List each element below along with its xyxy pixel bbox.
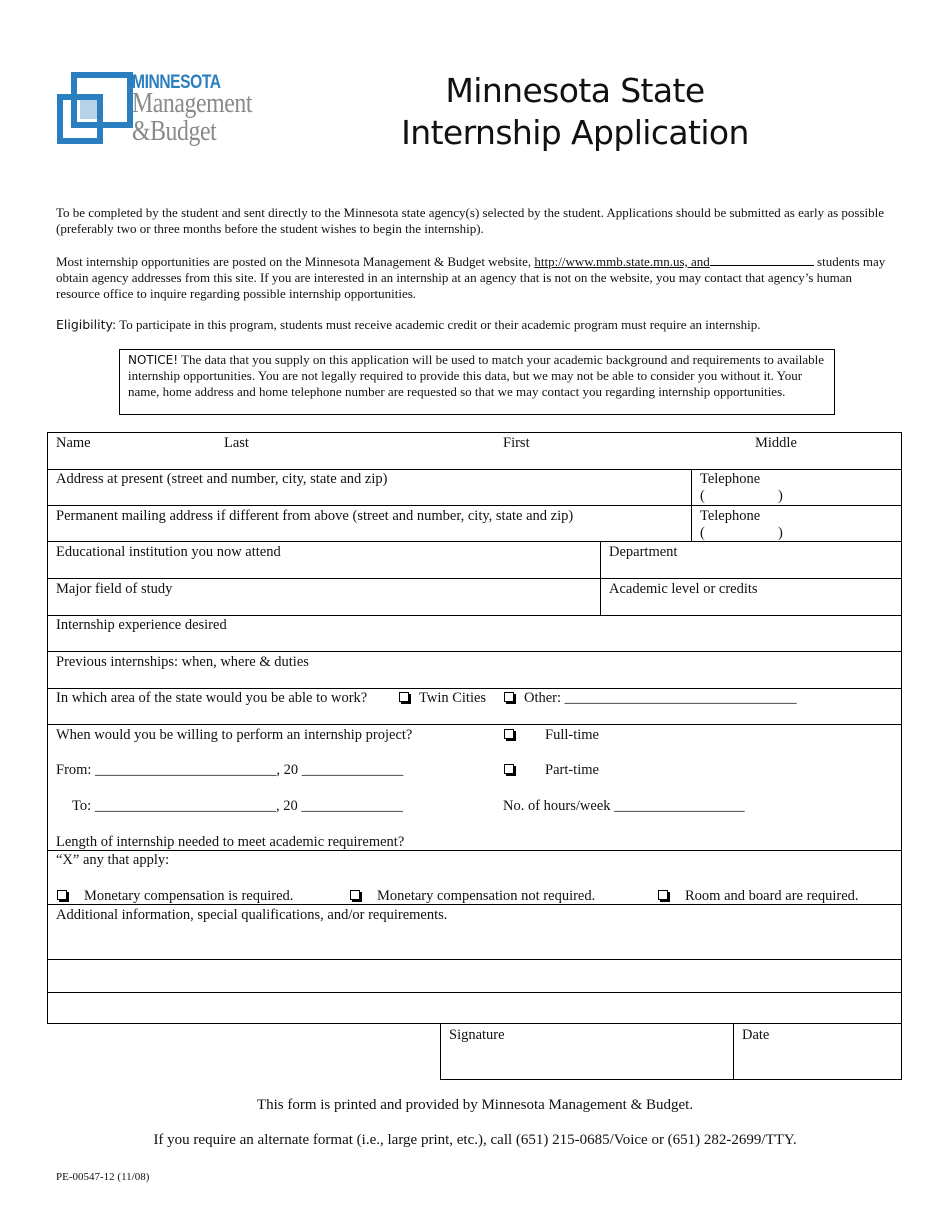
last-name-label: Last xyxy=(224,435,249,451)
telephone-field[interactable] xyxy=(708,488,898,504)
length-question: Length of internship needed to meet academic requirement? xyxy=(56,834,405,850)
logo xyxy=(56,70,276,155)
notice-label: NOTICE! xyxy=(128,353,179,367)
form-id: PE-00547-12 (11/08) xyxy=(56,1171,150,1183)
middle-name-label: Middle xyxy=(755,435,797,451)
from-date-field[interactable]: From: _________________________, 20 ______________ xyxy=(56,762,404,778)
phone-area-open-2: ( xyxy=(700,525,705,541)
logo-line1: MINNESOTA xyxy=(132,72,221,93)
comp-required-label: Monetary compensation is required. xyxy=(84,888,294,904)
title-line2: Internship Application xyxy=(401,113,749,152)
intro-paragraph-1: To be completed by the student and sent directly to the Minnesota state agency(s) selected by the student. Applications should be submitted as early as possible (preferably two or three months before the student wishes to begin the internship). xyxy=(56,205,885,236)
room-board-checkbox[interactable] xyxy=(658,890,668,900)
previous-internships-label: Previous internships: when, where & duties xyxy=(56,654,309,670)
first-name-label: First xyxy=(503,435,530,451)
address-permanent-label: Permanent mailing address if different from above (street and number, city, state and zip) xyxy=(56,508,574,524)
area-question: In which area of the state would you be able to work? xyxy=(56,690,368,706)
address-present-field[interactable] xyxy=(48,488,688,504)
experience-label: Internship experience desired xyxy=(56,617,227,633)
eligibility xyxy=(56,317,916,333)
department-label: Department xyxy=(609,544,678,560)
logo-line2: Management xyxy=(132,87,253,119)
to-date-field[interactable]: To: _________________________, 20 ______________ xyxy=(72,798,403,814)
comp-not-required-checkbox[interactable] xyxy=(350,890,360,900)
phone-area-close: ) xyxy=(778,488,783,504)
additional-info-field[interactable] xyxy=(48,925,900,957)
intro-paragraph-2-end: students may obtain agency addresses from this site. If you are interested in an internship at an agency that is not on the website, you may contact that agency’s human resource office to inquire regarding possible internship opportunities. xyxy=(56,254,886,301)
footer-provided-by: This form is printed and provided by Minnesota Management & Budget. xyxy=(256,1097,694,1113)
additional-info-line-3[interactable] xyxy=(48,994,900,1023)
date-field[interactable] xyxy=(735,1044,900,1078)
twin-cities-checkbox[interactable] xyxy=(399,692,409,702)
signature-field[interactable] xyxy=(441,1044,731,1078)
other-area-checkbox[interactable] xyxy=(504,692,514,702)
full-time-label: Full-time xyxy=(545,727,599,743)
signature-label: Signature xyxy=(449,1027,505,1043)
footer-alternate-format: If you require an alternate format (i.e., large print, etc.), call (651) 215-0685/Voice or (651) 282-2699/TTY. xyxy=(153,1132,797,1148)
logo-line3: &Budget xyxy=(132,115,217,147)
notice-text: The data that you supply on this application will be used to match your academic background and requirements to available internship opportunities. You are not legally required to provide this data, but we may not be able to consider you without it. Your name, home address and home telephone number are requested so that we may contact you regarding internship opportunities. xyxy=(128,352,825,399)
address-present-label: Address at present (street and number, city, state and zip) xyxy=(56,471,388,487)
previous-internships-field[interactable] xyxy=(48,671,900,687)
intro-paragraph-2-start: Most internship opportunities are posted on the Minnesota Management & Budget website, xyxy=(56,254,535,269)
eligibility-text: To participate in this program, students must receive academic credit or their academic program must require an internship. xyxy=(119,317,761,332)
additional-info-label: Additional information, special qualifications, and/or requirements. xyxy=(56,907,448,923)
other-area-field[interactable]: Other: ________________________________ xyxy=(524,690,797,706)
intro-paragraph-2 xyxy=(56,254,886,302)
department-field[interactable] xyxy=(602,561,900,577)
full-time-checkbox[interactable] xyxy=(504,729,514,739)
date-label: Date xyxy=(742,1027,770,1043)
major-field[interactable] xyxy=(48,598,598,614)
experience-field[interactable] xyxy=(48,634,900,650)
additional-info-line-2[interactable] xyxy=(48,961,900,991)
telephone-label-2: Telephone xyxy=(700,508,761,524)
address-permanent-field[interactable] xyxy=(48,524,688,540)
major-label: Major field of study xyxy=(56,581,173,597)
page-title xyxy=(360,70,790,154)
comp-required-checkbox[interactable] xyxy=(57,890,67,900)
hours-per-week-field[interactable]: No. of hours/week __________________ xyxy=(503,798,745,814)
telephone-label: Telephone xyxy=(700,471,761,487)
title-line1: Minnesota State xyxy=(445,71,705,110)
name-label: Name xyxy=(56,435,91,451)
when-question: When would you be willing to perform an internship project? xyxy=(56,727,413,743)
institution-field[interactable] xyxy=(48,561,598,577)
telephone-field-2[interactable] xyxy=(708,524,898,540)
notice-box xyxy=(119,349,835,415)
phone-area-close-2: ) xyxy=(778,525,783,541)
twin-cities-label: Twin Cities xyxy=(419,690,487,706)
phone-area-open: ( xyxy=(700,488,705,504)
part-time-label: Part-time xyxy=(545,762,599,778)
name-field[interactable] xyxy=(48,452,900,468)
academic-level-label: Academic level or credits xyxy=(609,581,758,597)
academic-level-field[interactable] xyxy=(602,598,900,614)
room-board-label: Room and board are required. xyxy=(685,888,859,904)
logo-squares-icon xyxy=(56,72,136,146)
mmb-website-link[interactable]: http://www.mmb.state.mn.us, and xyxy=(534,254,710,269)
part-time-checkbox[interactable] xyxy=(504,764,514,774)
comp-not-required-label: Monetary compensation not required. xyxy=(377,888,596,904)
eligibility-label: Eligibility: xyxy=(56,317,117,332)
x-apply-label: “X” any that apply: xyxy=(56,852,170,868)
institution-label: Educational institution you now attend xyxy=(56,544,281,560)
